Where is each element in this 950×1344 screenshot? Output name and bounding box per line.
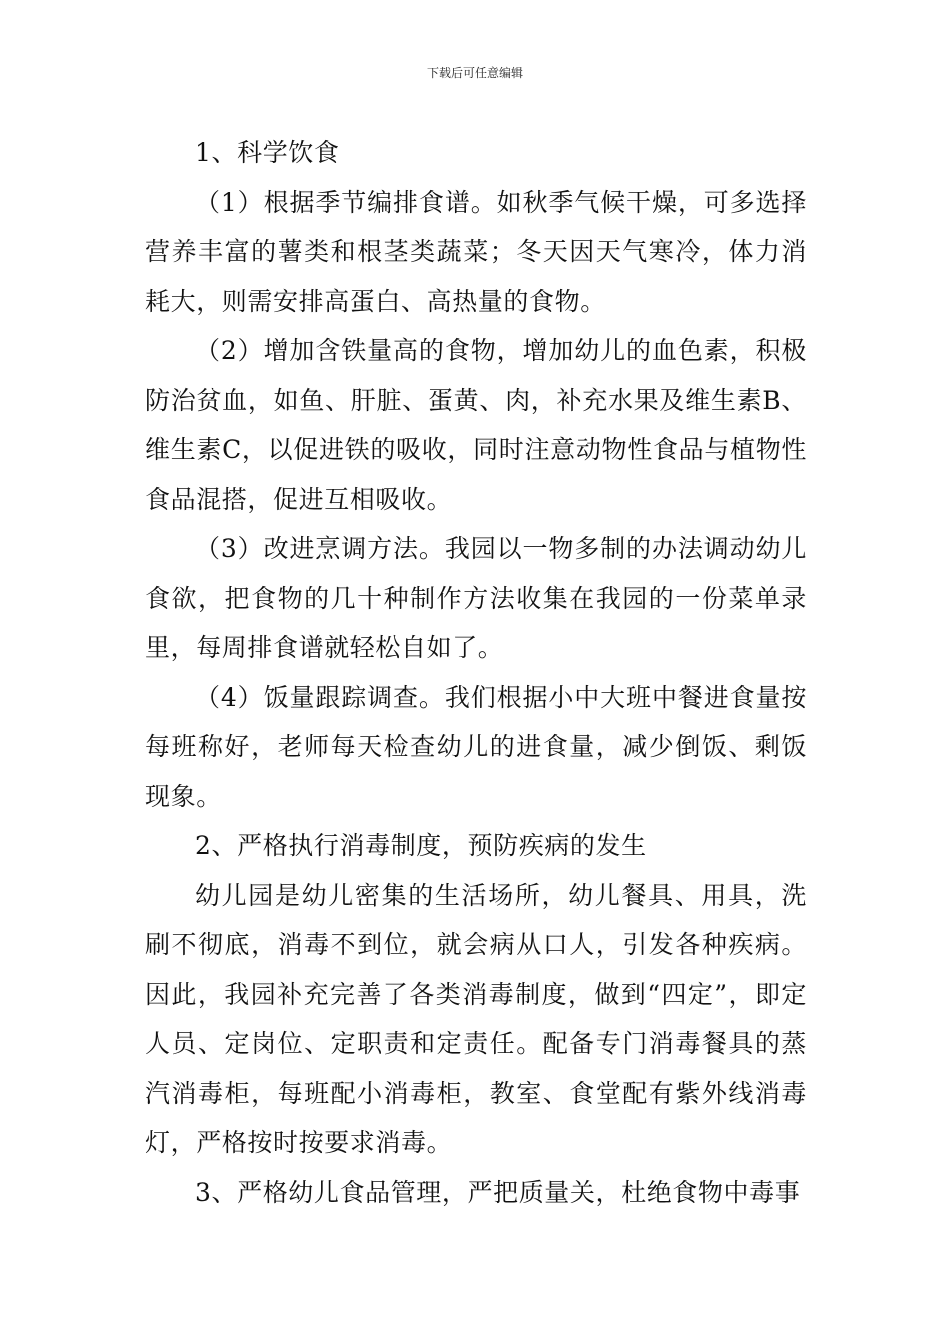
paragraph-disinfection: 幼儿园是幼儿密集的生活场所，幼儿餐具、用具，洗刷不彻底，消毒不到位，就会病从口人，引发各种疾病。因此，我园补充完善了各类消毒制度，做到“四定”，即定人员、定岗位、定职责和定责任。配备专门消毒餐具的蒸汽消毒柜，每班配小消毒柜，教室、食堂配有紫外线消毒灯，严格按时按要求消毒。 xyxy=(145,880,807,1157)
paragraph-item-4: （4）饭量跟踪调查。我们根据小中大班中餐进食量按每班称好，老师每天检查幼儿的进食量，减少倒饭、剩饭现象。 xyxy=(145,682,807,811)
page-header: 下载后可任意编辑 xyxy=(426,66,523,80)
section-heading-3: 3、严格幼儿食品管理，严把质量关，杜绝食物中毒事 xyxy=(195,1177,801,1207)
section-heading-2: 2、严格执行消毒制度，预防疾病的发生 xyxy=(195,831,647,860)
section-heading-1: 1、科学饮食 xyxy=(195,138,340,167)
document-body xyxy=(145,128,807,1217)
paragraph-item-1: （1）根据季节编排食谱。如秋季气候干燥，可多选择营养丰富的薯类和根茎类蔬菜；冬天因天气寒冷，体力消耗大，则需安排高蛋白、高热量的食物。 xyxy=(145,187,807,316)
paragraph-item-2: （2）增加含铁量高的食物，增加幼儿的血色素，积极防治贫血，如鱼、肝脏、蛋黄、肉，补充水果及维生素B、维生素C，以促进铁的吸收，同时注意动物性食品与植物性食品混搭，促进互相吸收。 xyxy=(145,336,807,514)
paragraph-item-3: （3）改进烹调方法。我园以一物多制的办法调动幼儿食欲，把食物的几十种制作方法收集在我园的一份菜单录里，每周排食谱就轻松自如了。 xyxy=(145,534,807,662)
